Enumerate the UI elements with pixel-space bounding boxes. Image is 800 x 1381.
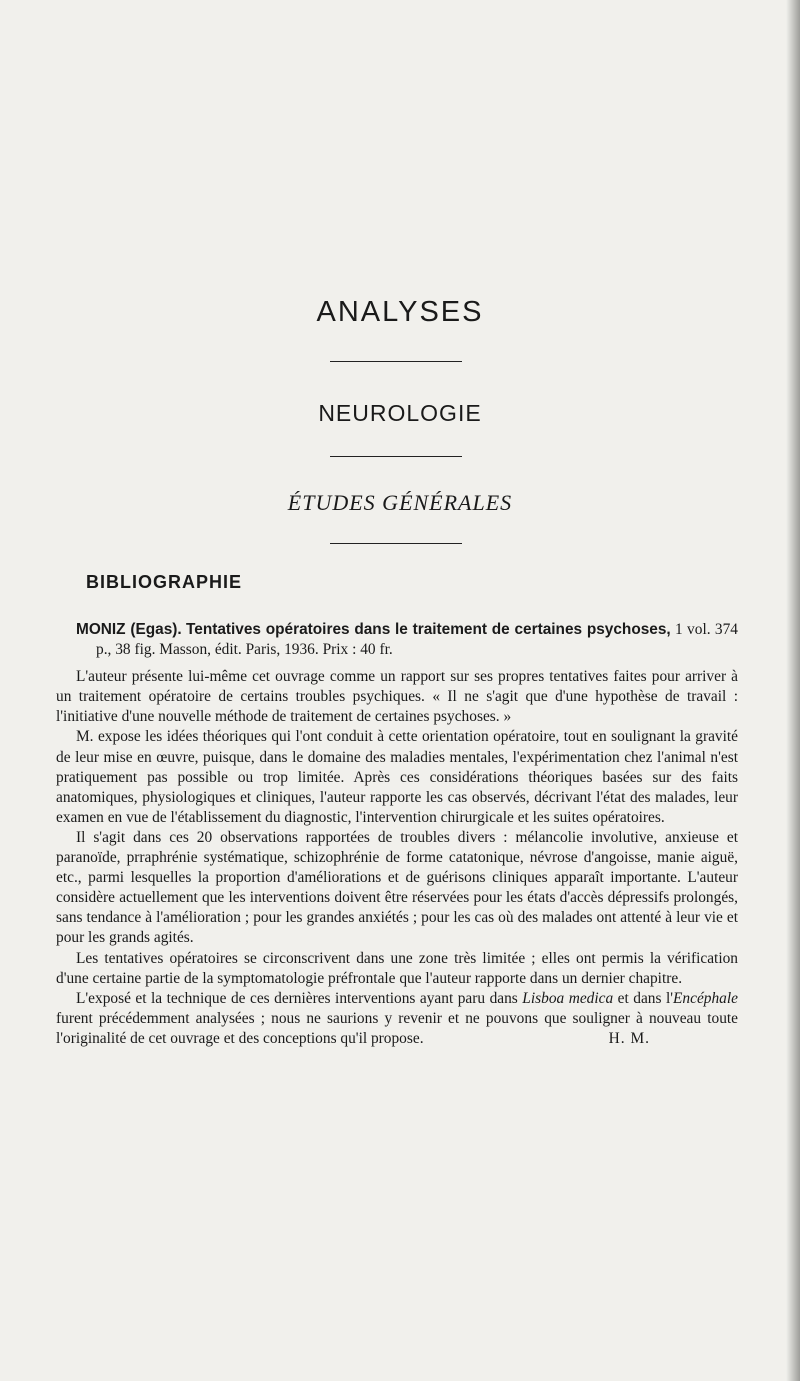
reference-title: Tentatives opératoires dans le traitement de certaines psychoses,	[186, 621, 671, 638]
heading-divider	[330, 543, 462, 544]
reference-details: 1 vol. 374 p., 38 fig. Masson, édit. Paris, 1936. Prix : 40 fr.	[96, 621, 738, 659]
review-paragraph: L'auteur présente lui-même cet ouvrage comme un rapport sur ses propres tentatives faites pour arriver à un traitement opératoire de certains troubles psychiques. « Il ne s'agit que d'une hypothèse de travail : l'initiative d'une nouvelle méthode de traitement de certaines psychoses. »	[56, 668, 738, 726]
journal-title: Encéphale	[673, 989, 738, 1007]
heading-divider	[330, 361, 462, 362]
review-paragraph: M. expose les idées théoriques qui l'ont conduit à cette orientation opératoire, tout en soulignant la gravité de leur mise en œuvre, puisque, dans le domaine des maladies mentales, l'expérimentation chez l'animal n'est pratiquement pas possible ou trop limitée. Après ces considérations théoriques basées sur des faits anatomiques, physiologiques et cliniques, l'auteur rapporte les cas observés, décrivant l'état des malades, leur examen en vue de l'établissement du diagnostic, l'intervention chirurgicale et les suites opératoires.	[56, 728, 738, 826]
text-fragment: L'exposé et la technique de ces dernières interventions ayant paru dans	[76, 989, 523, 1007]
text-fragment: furent précédemment analysées ; nous ne saurions y revenir et ne pouvons que souligner à nouveau toute l'originalité de cet ouvrage et des conceptions qu'il propose.	[56, 1009, 738, 1047]
category-heading: BIBLIOGRAPHIE	[86, 572, 243, 592]
reference-author: MONIZ (Egas).	[76, 621, 182, 638]
text-fragment: et dans l'	[613, 989, 674, 1007]
review-paragraph-final	[56, 989, 738, 1049]
reviewer-signature: H. M.	[608, 1029, 650, 1047]
review-paragraph: Les tentatives opératoires se circonscrivent dans une zone très limitée ; elles ont permis la vérification d'une certaine partie de la symptomatologie préfrontale que l'auteur rapporte dans un dernier chapitre.	[56, 949, 738, 987]
journal-title: Lisboa medica	[522, 989, 614, 1007]
heading-divider	[330, 456, 462, 457]
article-body	[56, 620, 738, 1049]
section-heading: ANALYSES	[316, 296, 484, 328]
review-paragraph: Il s'agit dans ces 20 observations rapportées de troubles divers : mélancolie involutive, anxieuse et paranoïde, prraphrénie systématique, schizophrénie de forme catatonique, névrose d'angoisse, manie aiguë, etc., parmi lesquelles la proportion d'améliorations et de guérisons cliniques apparaît importante. L'auteur considère actuellement que les interventions doivent être réservées pour les états d'accès dépressifs prolongés, sans tendance à l'amélioration ; pour les grandes anxiétés ; pour les cas où des malades ont attenté à leur vie et pour les grands agités.	[56, 828, 738, 947]
subsection-heading: NEUROLOGIE	[318, 400, 482, 426]
page-edge-shadow	[786, 0, 800, 1381]
subsubsection-heading: ÉTUDES GÉNÉRALES	[287, 490, 513, 515]
bibliographic-reference	[56, 620, 738, 660]
